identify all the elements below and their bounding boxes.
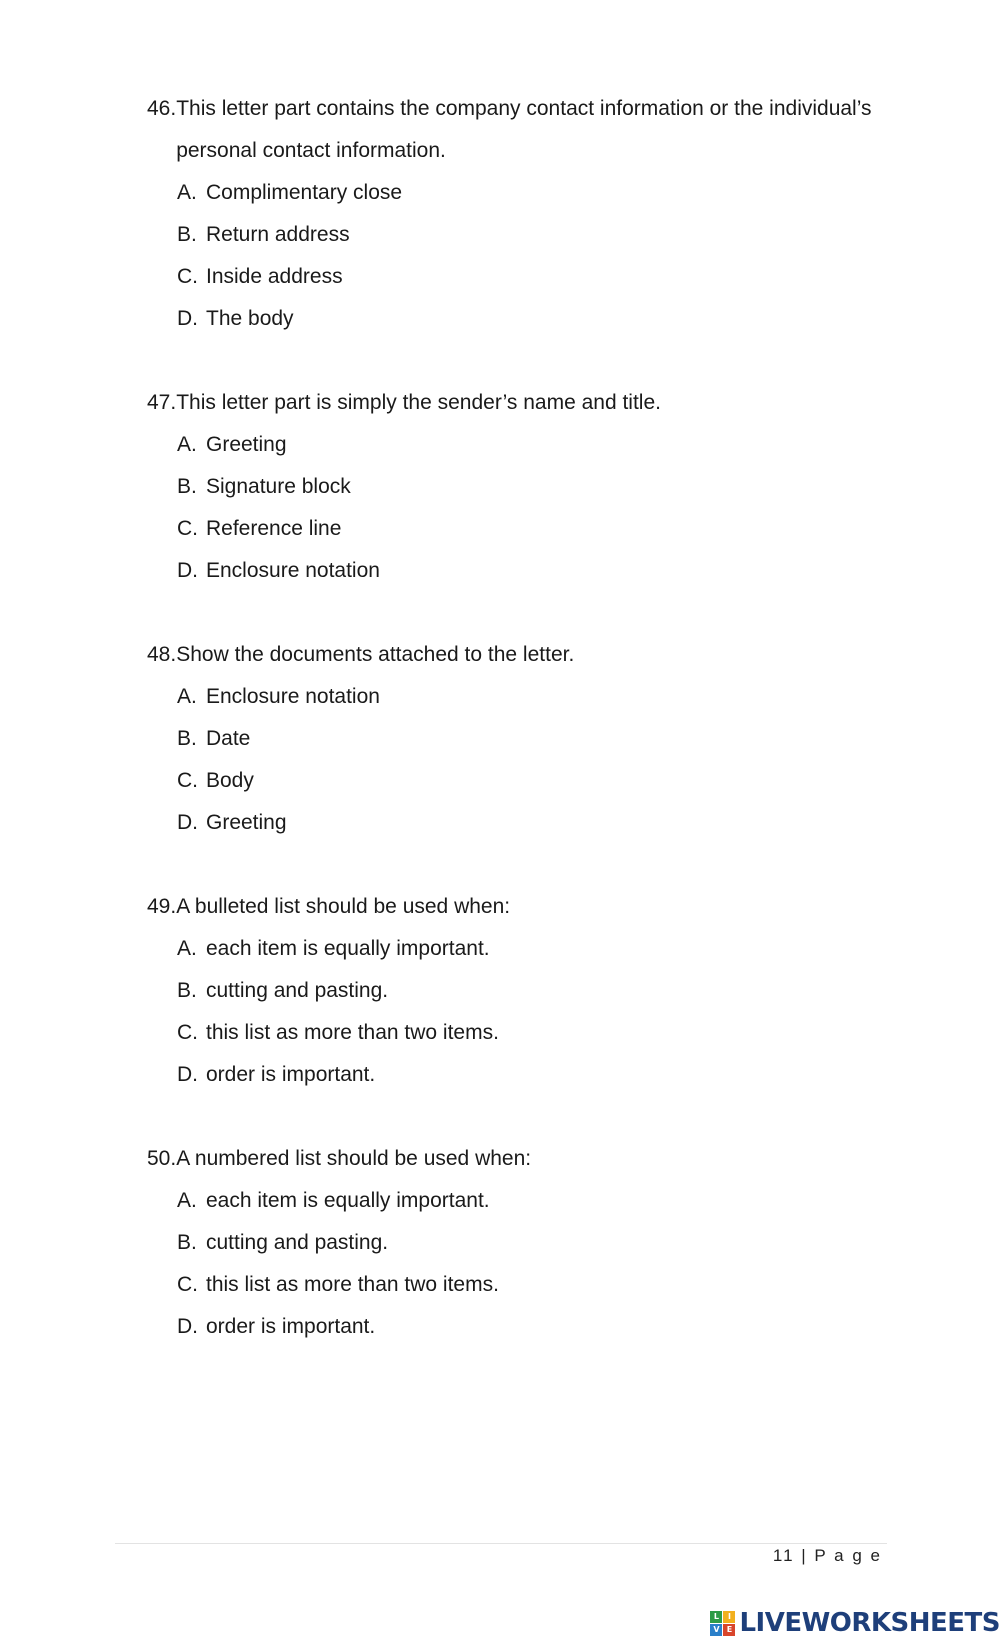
- option-letter: D.: [177, 1063, 198, 1086]
- question-number: 48.: [147, 643, 177, 666]
- option-letter: D.: [177, 1315, 198, 1338]
- answer-option[interactable]: [177, 508, 907, 550]
- option-text: Inside address: [206, 265, 343, 288]
- liveworksheets-brand[interactable]: [710, 1606, 1000, 1640]
- question-stem: [147, 634, 907, 676]
- question-stem: [147, 88, 907, 172]
- option-letter: B.: [177, 475, 197, 498]
- answer-option[interactable]: [177, 1222, 907, 1264]
- question-text: This letter part contains the company contact information or the individual’s personal contact information.: [176, 97, 872, 162]
- logo-tile: E: [723, 1624, 735, 1636]
- option-text: order is important.: [206, 1315, 376, 1338]
- option-letter: B.: [177, 727, 197, 750]
- option-text: The body: [206, 307, 294, 330]
- option-text: Return address: [206, 223, 350, 246]
- option-letter: A.: [177, 433, 197, 456]
- answer-options: [147, 424, 907, 592]
- option-letter: D.: [177, 307, 198, 330]
- question-text: This letter part is simply the sender’s name and title.: [176, 391, 661, 414]
- answer-option[interactable]: [177, 424, 907, 466]
- answer-options: [147, 676, 907, 844]
- answer-option[interactable]: [177, 718, 907, 760]
- page-number: 11 | P a g e: [772, 1546, 882, 1565]
- logo-tile: I: [723, 1611, 735, 1623]
- question-stem: [147, 382, 907, 424]
- answer-options: [147, 172, 907, 340]
- option-letter: B.: [177, 979, 197, 1002]
- question-50: [147, 1138, 907, 1348]
- option-letter: A.: [177, 1189, 197, 1212]
- question-48: [147, 634, 907, 844]
- option-letter: C.: [177, 265, 198, 288]
- answer-option[interactable]: [177, 172, 907, 214]
- answer-options: [147, 1180, 907, 1348]
- question-stem: [147, 1138, 907, 1180]
- question-stem: [147, 886, 907, 928]
- option-letter: B.: [177, 1231, 197, 1254]
- question-49: [147, 886, 907, 1096]
- option-letter: C.: [177, 1021, 198, 1044]
- option-text: Reference line: [206, 517, 342, 540]
- answer-option[interactable]: [177, 466, 907, 508]
- option-letter: C.: [177, 1273, 198, 1296]
- option-text: Enclosure notation: [206, 559, 380, 582]
- option-letter: B.: [177, 223, 197, 246]
- question-number: 50.: [147, 1147, 177, 1170]
- option-text: this list as more than two items.: [206, 1021, 499, 1044]
- option-text: cutting and pasting.: [206, 1231, 389, 1254]
- question-text: Show the documents attached to the letter.: [176, 643, 575, 666]
- option-text: Signature block: [206, 475, 351, 498]
- answer-option[interactable]: [177, 298, 907, 340]
- answer-option[interactable]: [177, 214, 907, 256]
- option-text: Body: [206, 769, 254, 792]
- option-letter: D.: [177, 811, 198, 834]
- option-text: Complimentary close: [206, 181, 403, 204]
- answer-option[interactable]: [177, 1054, 907, 1096]
- question-text: A bulleted list should be used when:: [176, 895, 511, 918]
- answer-option[interactable]: [177, 1180, 907, 1222]
- answer-options: [147, 928, 907, 1096]
- logo-tile: L: [710, 1611, 722, 1623]
- answer-option[interactable]: [177, 256, 907, 298]
- answer-option[interactable]: [177, 550, 907, 592]
- option-letter: C.: [177, 769, 198, 792]
- answer-option[interactable]: [177, 676, 907, 718]
- option-text: order is important.: [206, 1063, 376, 1086]
- option-letter: C.: [177, 517, 198, 540]
- answer-option[interactable]: [177, 1012, 907, 1054]
- option-text: this list as more than two items.: [206, 1273, 499, 1296]
- question-number: 49.: [147, 895, 177, 918]
- footer-divider: [115, 1543, 887, 1544]
- option-text: cutting and pasting.: [206, 979, 389, 1002]
- logo-tile: V: [710, 1624, 722, 1636]
- question-text: A numbered list should be used when:: [176, 1147, 532, 1170]
- question-46: [147, 88, 907, 340]
- question-number: 47.: [147, 391, 177, 414]
- option-letter: A.: [177, 181, 197, 204]
- option-letter: A.: [177, 937, 197, 960]
- option-text: Greeting: [206, 433, 287, 456]
- answer-option[interactable]: [177, 802, 907, 844]
- answer-option[interactable]: [177, 1306, 907, 1348]
- brand-name: LIVEWORKSHEETS: [739, 1608, 1000, 1638]
- option-text: Date: [206, 727, 251, 750]
- option-text: each item is equally important.: [206, 937, 490, 960]
- answer-option[interactable]: [177, 970, 907, 1012]
- answer-option[interactable]: [177, 1264, 907, 1306]
- option-text: each item is equally important.: [206, 1189, 490, 1212]
- option-letter: A.: [177, 685, 197, 708]
- liveworksheets-logo-icon: [710, 1611, 735, 1636]
- answer-option[interactable]: [177, 760, 907, 802]
- question-number: 46.: [147, 97, 177, 120]
- option-text: Greeting: [206, 811, 287, 834]
- option-letter: D.: [177, 559, 198, 582]
- option-text: Enclosure notation: [206, 685, 380, 708]
- question-47: [147, 382, 907, 592]
- answer-option[interactable]: [177, 928, 907, 970]
